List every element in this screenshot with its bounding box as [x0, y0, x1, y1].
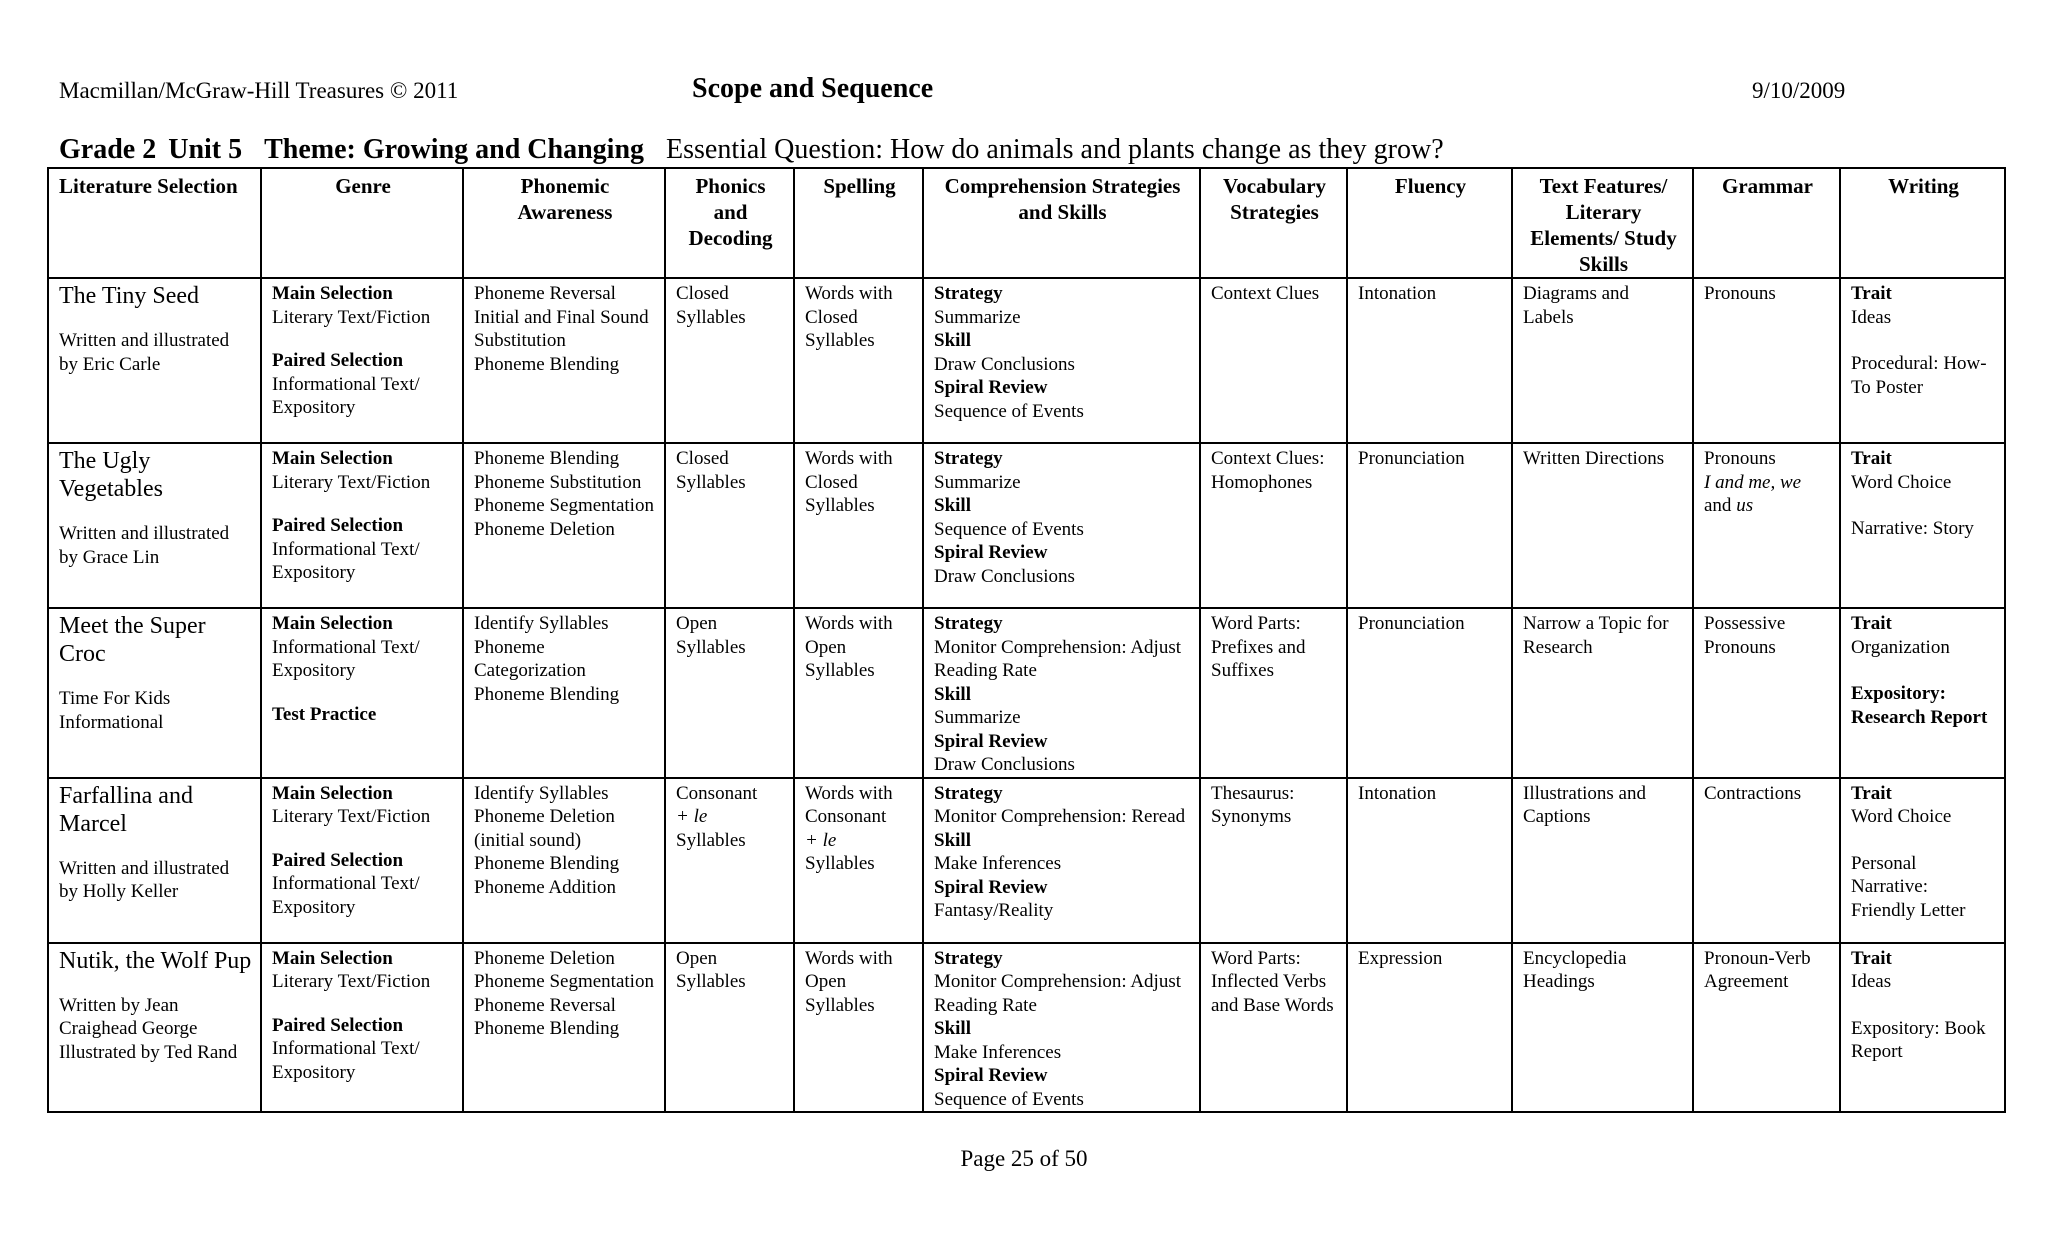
- spelling-text: + le: [805, 829, 837, 851]
- genre-second: Informational Text/ Expository: [272, 538, 420, 583]
- skill-label: Skill: [934, 683, 971, 705]
- skill-text: Summarize: [934, 707, 1021, 728]
- fluency-cell: Intonation: [1347, 778, 1512, 943]
- spiral-text: Fantasy/Reality: [934, 900, 1054, 921]
- skill-label: Skill: [934, 330, 971, 351]
- book-credit: Written and illustrated by Grace Lin: [59, 523, 230, 568]
- strategy-text: Monitor Comprehension: Adjust Reading Rate: [934, 971, 1181, 1016]
- literature-cell: [48, 278, 261, 443]
- fluency-cell: Pronunciation: [1347, 443, 1512, 608]
- column-header: Phonemic Awareness: [463, 168, 665, 278]
- spiral-text: Sequence of Events: [934, 1088, 1084, 1110]
- text-features-cell: Illustrations and Captions: [1512, 778, 1693, 943]
- phonemic-text: Identify Syllables Phoneme Categorization Phoneme Blending: [474, 613, 620, 705]
- table-row: [48, 778, 2005, 943]
- phonics-text: Consonant: [676, 782, 758, 804]
- grammar-conjunction: and: [1704, 495, 1732, 516]
- spelling-cell: Words with Open Syllables: [794, 608, 923, 778]
- writing-form: Procedural: How-To Poster: [1851, 353, 1987, 398]
- spelling-cell: [794, 778, 923, 943]
- skill-label: Skill: [934, 1018, 971, 1039]
- phonics-cell: Open Syllables: [665, 943, 794, 1113]
- writing-cell: [1840, 443, 2005, 608]
- genre-second-label: Test Practice: [272, 703, 377, 725]
- phonemic-cell: [463, 778, 665, 943]
- writing-form: Expository: Research Report: [1851, 683, 1988, 728]
- writing-cell: [1840, 608, 2005, 778]
- grammar-cell: Contractions: [1693, 778, 1840, 943]
- writing-cell: [1840, 778, 2005, 943]
- strategy-text: Summarize: [934, 471, 1021, 493]
- phonemic-text: Phoneme Blending Phoneme Substitution Phoneme Segmentation Phoneme Deletion: [474, 448, 654, 540]
- document-title: Scope and Sequence: [692, 73, 934, 104]
- phonemic-cell: [463, 608, 665, 778]
- column-header: Phonics and Decoding: [665, 168, 794, 278]
- trait-text: Word Choice: [1851, 806, 1952, 827]
- page-number: Page 25 of 50: [960, 1146, 1088, 1171]
- genre-main-label: Main Selection: [272, 947, 393, 969]
- genre-second: Informational Text/ Expository: [272, 873, 420, 918]
- writing-form: Expository: Book Report: [1851, 1017, 1986, 1062]
- fluency-cell: Intonation: [1347, 278, 1512, 443]
- genre-cell: [261, 443, 463, 608]
- fluency-cell: Expression: [1347, 943, 1512, 1113]
- trait-label: Trait: [1851, 613, 1892, 634]
- column-header: Grammar: [1693, 168, 1840, 278]
- comprehension-cell: [923, 443, 1200, 608]
- comprehension-cell: [923, 278, 1200, 443]
- genre-main-label: Main Selection: [272, 782, 393, 804]
- trait-text: Ideas: [1851, 306, 1892, 328]
- genre-main-label: Main Selection: [272, 283, 393, 304]
- phonics-cell: [665, 778, 794, 943]
- unit-heading: [59, 134, 1444, 166]
- column-header: Text Features/ Literary Elements/ Study Skills: [1512, 168, 1693, 278]
- spiral-label: Spiral Review: [934, 377, 1048, 398]
- literature-cell: [48, 608, 261, 778]
- trait-text: Organization: [1851, 636, 1950, 658]
- phonics-text: + le: [676, 806, 708, 827]
- literature-cell: [48, 943, 261, 1113]
- strategy-label: Strategy: [934, 448, 1003, 469]
- book-title: Farfallina and Marcel: [59, 782, 193, 837]
- comprehension-cell: [923, 943, 1200, 1113]
- essential-question: Essential Question: How do animals and plants change as they grow?: [666, 134, 1444, 165]
- grammar-example: I and me, we: [1704, 471, 1802, 493]
- book-title: The Tiny Seed: [59, 283, 200, 309]
- phonics-text: Syllables: [676, 829, 746, 851]
- column-header: Literature Selection: [48, 168, 261, 278]
- comprehension-cell: [923, 778, 1200, 943]
- skill-text: Sequence of Events: [934, 518, 1084, 540]
- comprehension-cell: [923, 608, 1200, 778]
- column-header: Fluency: [1347, 168, 1512, 278]
- phonemic-text: Phoneme Deletion Phoneme Segmentation Phoneme Reversal Phoneme Blending: [474, 947, 654, 1039]
- theme-label: Theme: Growing and Changing: [264, 134, 645, 165]
- spelling-text: Syllables: [805, 853, 875, 874]
- vocabulary-cell: Word Parts: Prefixes and Suffixes: [1200, 608, 1347, 778]
- grammar-cell: Pronouns: [1693, 278, 1840, 443]
- text-features-cell: Diagrams and Labels: [1512, 278, 1693, 443]
- skill-text: Draw Conclusions: [934, 353, 1075, 375]
- genre-second: Informational Text/ Expository: [272, 373, 420, 418]
- vocabulary-cell: Context Clues: [1200, 278, 1347, 443]
- strategy-label: Strategy: [934, 782, 1003, 804]
- book-credit: Time For Kids Informational: [59, 688, 171, 733]
- skill-text: Make Inferences: [934, 853, 1062, 874]
- phonemic-text: Identify Syllables Phoneme Deletion (initial sound) Phoneme Blending Phoneme Addition: [474, 782, 620, 898]
- spelling-cell: Words with Open Syllables: [794, 943, 923, 1113]
- genre-main-label: Main Selection: [272, 448, 393, 469]
- column-header: Comprehension Strategies and Skills: [923, 168, 1200, 278]
- spiral-text: Draw Conclusions: [934, 565, 1075, 587]
- trait-label: Trait: [1851, 782, 1892, 804]
- trait-label: Trait: [1851, 283, 1892, 304]
- book-title: Meet the Super Croc: [59, 613, 206, 667]
- publisher-text: Macmillan/McGraw-Hill Treasures © 2011: [59, 78, 459, 103]
- writing-form: Narrative: Story: [1851, 518, 1974, 539]
- genre-second-label: Paired Selection: [272, 515, 404, 536]
- genre-cell: [261, 608, 463, 778]
- text-features-cell: Encyclopedia Headings: [1512, 943, 1693, 1113]
- trait-label: Trait: [1851, 947, 1892, 969]
- column-header: Vocabulary Strategies: [1200, 168, 1347, 278]
- spiral-label: Spiral Review: [934, 876, 1048, 898]
- unit-label: Unit 5: [168, 134, 243, 165]
- grammar-cell: Pronoun-Verb Agreement: [1693, 943, 1840, 1113]
- column-header: Spelling: [794, 168, 923, 278]
- spelling-cell: Words with Closed Syllables: [794, 443, 923, 608]
- document-date: 9/10/2009: [1752, 78, 1846, 103]
- grammar-main: Pronouns: [1704, 448, 1776, 469]
- literature-cell: [48, 778, 261, 943]
- table-row: [48, 443, 2005, 608]
- spiral-text: Sequence of Events: [934, 400, 1084, 422]
- skill-label: Skill: [934, 495, 971, 516]
- trait-text: Word Choice: [1851, 471, 1952, 493]
- writing-cell: [1840, 943, 2005, 1113]
- book-credit: Written by Jean Craighead George Illustrated by Ted Rand: [59, 994, 238, 1063]
- strategy-label: Strategy: [934, 947, 1003, 969]
- phonics-cell: Closed Syllables: [665, 278, 794, 443]
- strategy-label: Strategy: [934, 613, 1003, 634]
- trait-label: Trait: [1851, 448, 1892, 469]
- text-features-cell: Written Directions: [1512, 443, 1693, 608]
- spiral-label: Spiral Review: [934, 1065, 1048, 1086]
- scope-table: [47, 167, 2006, 1113]
- book-credit: Written and illustrated by Eric Carle: [59, 330, 230, 375]
- phonemic-cell: [463, 278, 665, 443]
- phonemic-text: Phoneme Reversal Initial and Final Sound Substitution Phoneme Blending: [474, 283, 649, 375]
- spelling-text: Words with Consonant: [805, 782, 893, 827]
- genre-second-label: Paired Selection: [272, 849, 404, 871]
- genre-second: Informational Text/ Expository: [272, 1038, 420, 1083]
- spiral-label: Spiral Review: [934, 730, 1048, 752]
- table-row: [48, 608, 2005, 778]
- spiral-text: Draw Conclusions: [934, 754, 1075, 775]
- column-header: Genre: [261, 168, 463, 278]
- genre-cell: [261, 943, 463, 1113]
- strategy-label: Strategy: [934, 283, 1003, 304]
- vocabulary-cell: Word Parts: Inflected Verbs and Base Words: [1200, 943, 1347, 1113]
- vocabulary-cell: Context Clues: Homophones: [1200, 443, 1347, 608]
- skill-text: Make Inferences: [934, 1041, 1062, 1063]
- genre-cell: [261, 278, 463, 443]
- vocabulary-cell: Thesaurus: Synonyms: [1200, 778, 1347, 943]
- table-row: [48, 278, 2005, 443]
- book-title: Nutik, the Wolf Pup: [59, 947, 252, 974]
- trait-text: Ideas: [1851, 971, 1892, 992]
- writing-cell: [1840, 278, 2005, 443]
- text-features-cell: Narrow a Topic for Research: [1512, 608, 1693, 778]
- book-title: The Ugly Vegetables: [59, 448, 163, 502]
- spelling-cell: Words with Closed Syllables: [794, 278, 923, 443]
- phonemic-cell: [463, 943, 665, 1113]
- genre-main: Literary Text/Fiction: [272, 306, 431, 328]
- grammar-cell: Possessive Pronouns: [1693, 608, 1840, 778]
- table-row: [48, 943, 2005, 1113]
- strategy-text: Monitor Comprehension: Reread: [934, 806, 1186, 827]
- strategy-text: Summarize: [934, 306, 1021, 328]
- phonics-cell: Closed Syllables: [665, 443, 794, 608]
- genre-cell: [261, 778, 463, 943]
- genre-second-label: Paired Selection: [272, 350, 404, 371]
- phonics-cell: Open Syllables: [665, 608, 794, 778]
- genre-main: Literary Text/Fiction: [272, 806, 431, 827]
- writing-form: Personal Narrative: Friendly Letter: [1851, 852, 1966, 921]
- spiral-label: Spiral Review: [934, 542, 1048, 563]
- genre-main-label: Main Selection: [272, 613, 393, 634]
- grade-label: Grade 2: [59, 134, 157, 165]
- genre-main: Literary Text/Fiction: [272, 971, 431, 992]
- literature-cell: [48, 443, 261, 608]
- genre-main: Literary Text/Fiction: [272, 471, 431, 493]
- skill-label: Skill: [934, 829, 971, 851]
- table-header-row: [48, 168, 2005, 278]
- strategy-text: Monitor Comprehension: Adjust Reading Rate: [934, 636, 1181, 681]
- grammar-example: us: [1736, 495, 1754, 516]
- genre-second-label: Paired Selection: [272, 1014, 404, 1036]
- column-header: Writing: [1840, 168, 2005, 278]
- genre-main: Informational Text/ Expository: [272, 636, 420, 681]
- grammar-cell: [1693, 443, 1840, 608]
- fluency-cell: Pronunciation: [1347, 608, 1512, 778]
- phonemic-cell: [463, 443, 665, 608]
- book-credit: Written and illustrated by Holly Keller: [59, 857, 230, 902]
